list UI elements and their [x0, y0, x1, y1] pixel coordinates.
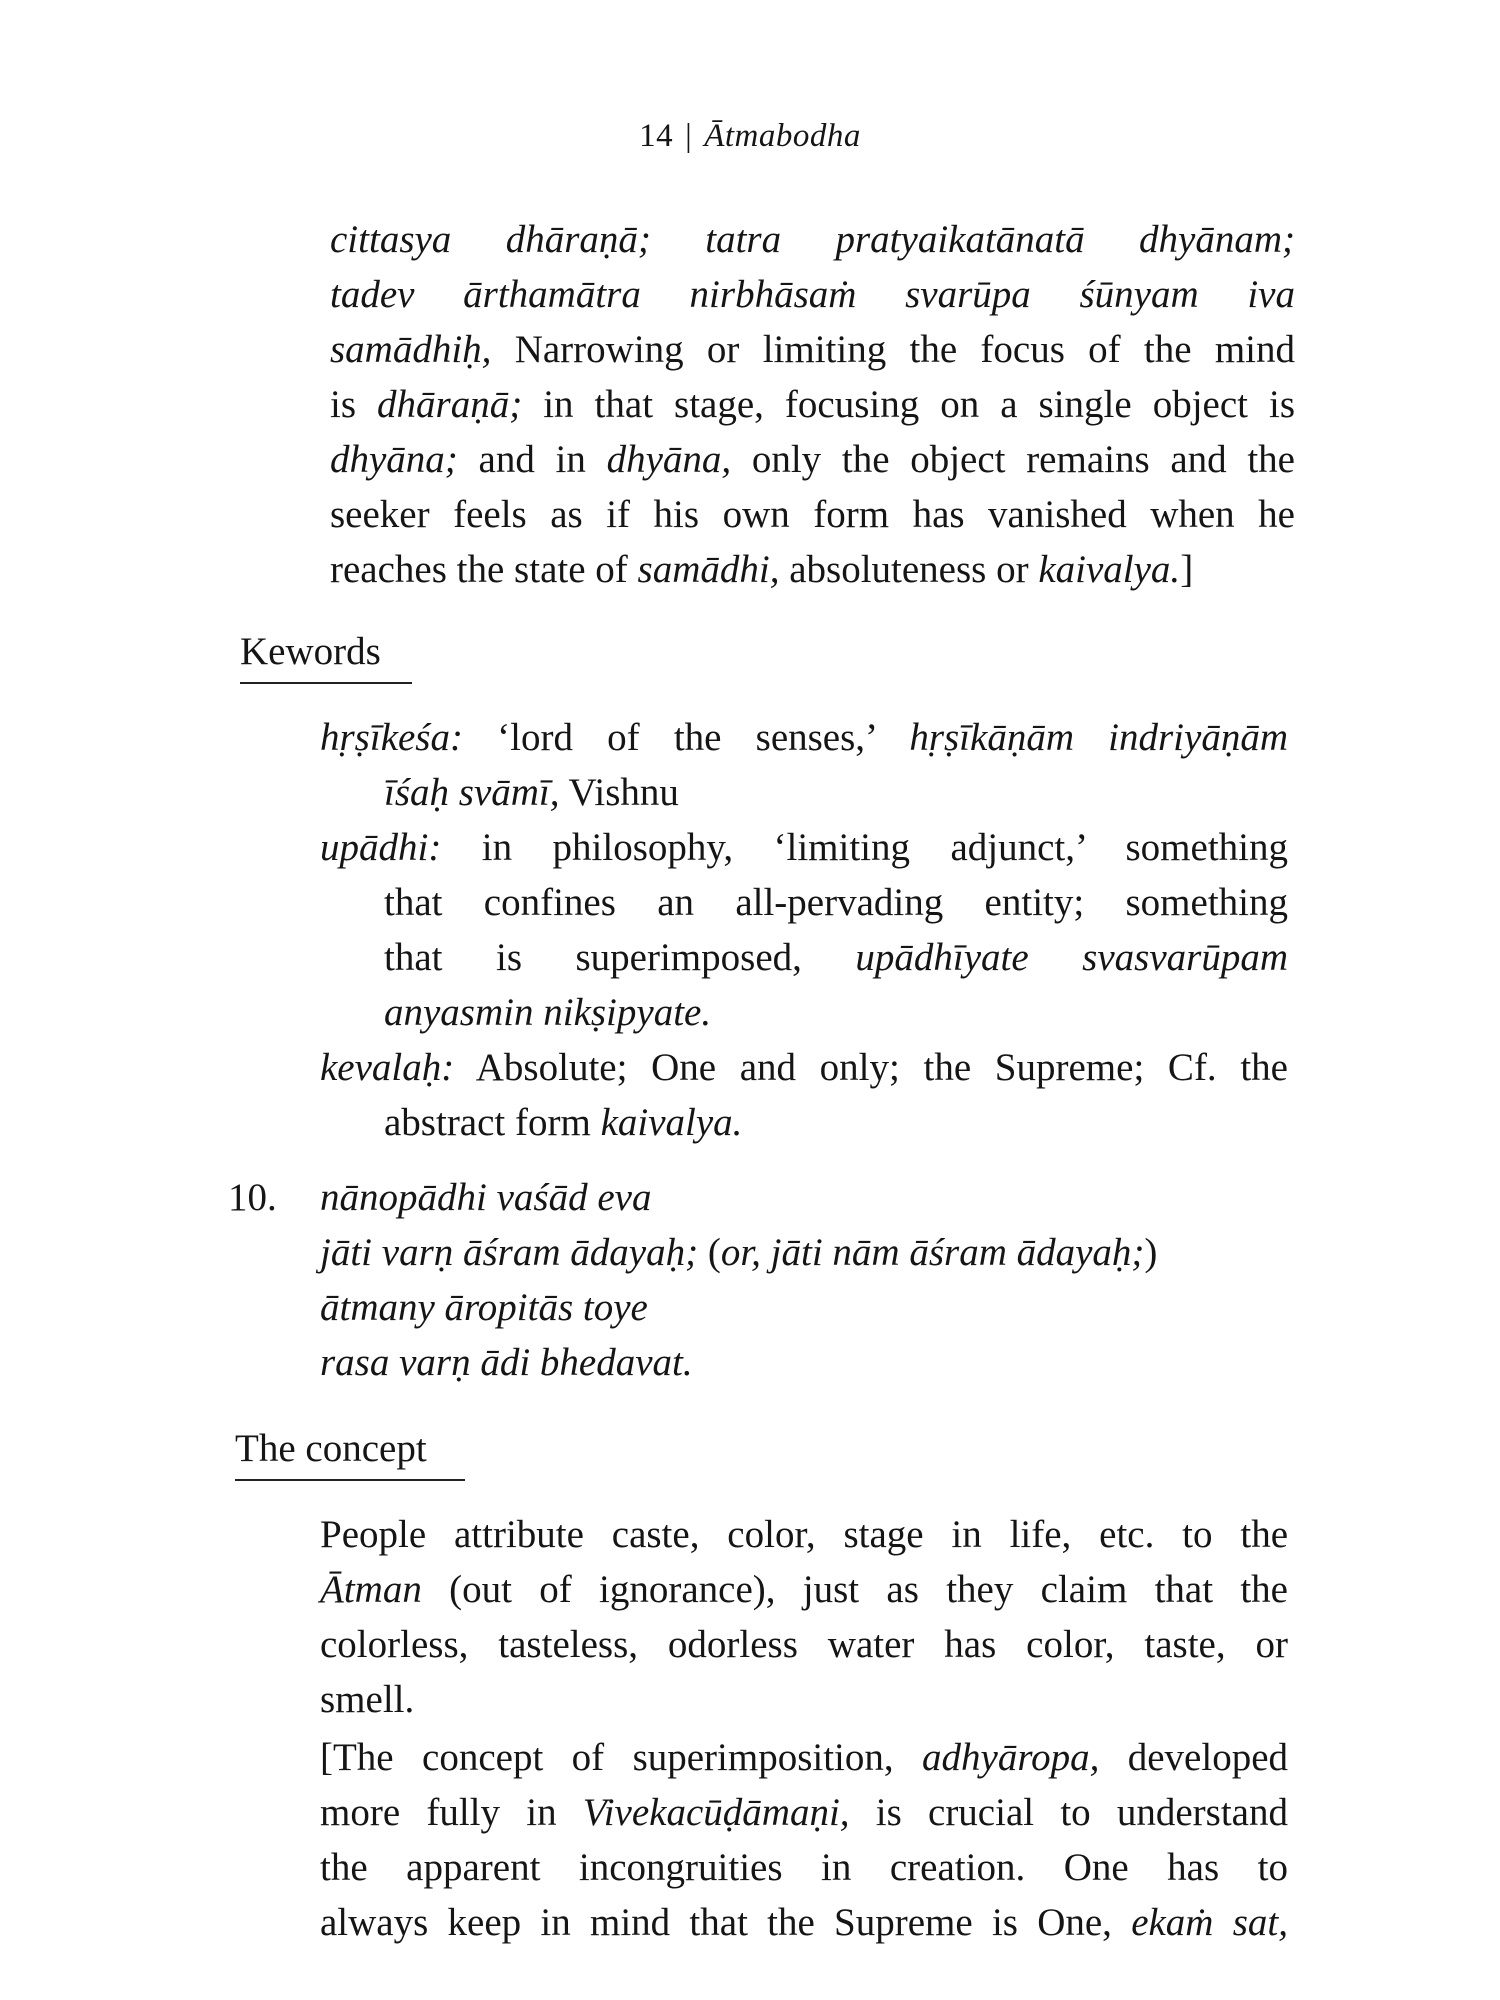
keyword-term: hṛṣīkeśa: [320, 716, 463, 759]
verse-line [320, 1335, 1157, 1390]
sanskrit-text: kaivalya. [600, 1101, 743, 1144]
text-line [320, 1840, 1288, 1895]
text-line [330, 542, 1295, 597]
text-line [320, 1785, 1288, 1840]
sanskrit-text: ātmany āropitās toye [320, 1286, 648, 1329]
keywords-heading: Kewords [240, 628, 412, 684]
body-text: ( [698, 1231, 721, 1274]
body-text: the apparent incongruities in creation. One has to [320, 1846, 1288, 1889]
running-header [0, 118, 1500, 155]
sanskrit-text: nānopādhi vaśād eva [320, 1176, 652, 1219]
body-text: (out of ignorance), just as they claim that the [421, 1568, 1288, 1611]
body-text: always keep in mind that the Supreme is One, [320, 1901, 1132, 1944]
page-number: 14 [639, 118, 674, 154]
text-line [320, 1507, 1288, 1562]
verse-line [320, 1170, 1157, 1225]
body-text: developed [1099, 1736, 1289, 1779]
sanskrit-text: samādhiḥ, [330, 328, 492, 371]
continuation-paragraph [330, 212, 1295, 597]
body-text: absoluteness or [779, 548, 1039, 591]
text-line [320, 985, 1288, 1040]
text-line [320, 1672, 1288, 1727]
header-separator: | [685, 118, 693, 154]
keyword-term: upādhi: [320, 826, 442, 869]
sanskrit-text: or, jāti nām āśram ādayaḥ; [720, 1231, 1145, 1274]
body-text: ] [1180, 548, 1194, 591]
body-text: in that stage, focusing on a single object is [522, 383, 1296, 426]
text-line [320, 1617, 1288, 1672]
sanskrit-text: cittasya dhāraṇā; tatra pratyaikatānatā dhyānam; [330, 218, 1295, 261]
sanskrit-text: adhyāropa, [922, 1736, 1100, 1779]
body-text: is [330, 383, 378, 426]
body-text: that confines an all-pervading entity; something [384, 881, 1288, 924]
body-text: is crucial to understand [849, 1791, 1288, 1834]
body-text: abstract form [384, 1101, 601, 1144]
body-text: ) [1144, 1231, 1158, 1274]
text-line [320, 1040, 1288, 1095]
sanskrit-text: ekaṁ sat, [1131, 1901, 1288, 1944]
text-line [320, 1730, 1288, 1785]
body-text: People attribute caste, color, stage in life, etc. to the [320, 1513, 1288, 1556]
body-text: reaches the state of [330, 548, 638, 591]
body-text: only the object remains and the [731, 438, 1295, 481]
text-line [320, 1562, 1288, 1617]
verse-line [320, 1225, 1157, 1280]
sanskrit-text: anyasmin nikṣipyate. [384, 991, 712, 1034]
keyword-term: kevalaḥ: [320, 1046, 455, 1089]
text-line [320, 765, 1288, 820]
sanskrit-text: upādhīyate svasvarūpam [855, 936, 1288, 979]
verse-number: 10. [228, 1176, 277, 1219]
concept-paragraph-1 [320, 1507, 1288, 1727]
text-line [320, 1095, 1288, 1150]
body-text: Vishnu [559, 771, 679, 814]
sanskrit-text: rasa varṇ ādi bhedavat. [320, 1341, 693, 1384]
sanskrit-text: samādhi, [637, 548, 780, 591]
book-title: Ātmabodha [704, 118, 861, 154]
body-text: more fully in [320, 1791, 583, 1834]
text-line [320, 930, 1288, 985]
sanskrit-text: Ātman [320, 1568, 422, 1611]
sanskrit-text: dhyāna, [606, 438, 732, 481]
keyword-entry-upadhi [320, 820, 1288, 1040]
body-text: [The concept of superimposition, [320, 1736, 923, 1779]
body-text: ‘lord of the senses,’ [462, 716, 910, 759]
text-line [330, 322, 1295, 377]
text-line [330, 212, 1295, 267]
text-line [330, 267, 1295, 322]
sanskrit-text: kaivalya. [1038, 548, 1181, 591]
sanskrit-text: dhāraṇā; [377, 383, 523, 426]
verse-line [320, 1280, 1157, 1335]
body-text: Absolute; One and only; the Supreme; Cf. the [454, 1046, 1288, 1089]
sanskrit-text: jāti varṇ āśram ādayaḥ; [320, 1231, 699, 1274]
body-text: in philosophy, ‘limiting adjunct,’ something [441, 826, 1288, 869]
sanskrit-text: dhyāna; [330, 438, 458, 481]
body-text: and in [457, 438, 607, 481]
text-line [320, 875, 1288, 930]
keyword-entry-hrsikesa [320, 710, 1288, 820]
body-text: colorless, tasteless, odorless water has color, taste, or [320, 1623, 1288, 1666]
text-line [330, 487, 1295, 542]
text-line [330, 377, 1295, 432]
body-text: seeker feels as if his own form has vanished when he [330, 493, 1295, 536]
text-line [320, 710, 1288, 765]
sanskrit-text: tadev ārthamātra nirbhāsaṁ svarūpa śūnyam iva [330, 273, 1295, 316]
text-line [320, 820, 1288, 875]
body-text: smell. [320, 1678, 415, 1721]
text-line [320, 1895, 1288, 1950]
sanskrit-text: hṛṣīkāṇām indriyāṇām [909, 716, 1288, 759]
keyword-entry-kevalah [320, 1040, 1288, 1150]
verse-lines [320, 1170, 1157, 1390]
text-line [330, 432, 1295, 487]
body-text: Narrowing or limiting the focus of the mind [491, 328, 1295, 371]
concept-heading: The concept [235, 1425, 465, 1481]
body-text: that is superimposed, [384, 936, 856, 979]
sanskrit-text: Vivekacūḍāmaṇi, [582, 1791, 850, 1834]
sanskrit-text: īśaḥ svāmī, [384, 771, 560, 814]
concept-paragraph-2 [320, 1730, 1288, 1950]
